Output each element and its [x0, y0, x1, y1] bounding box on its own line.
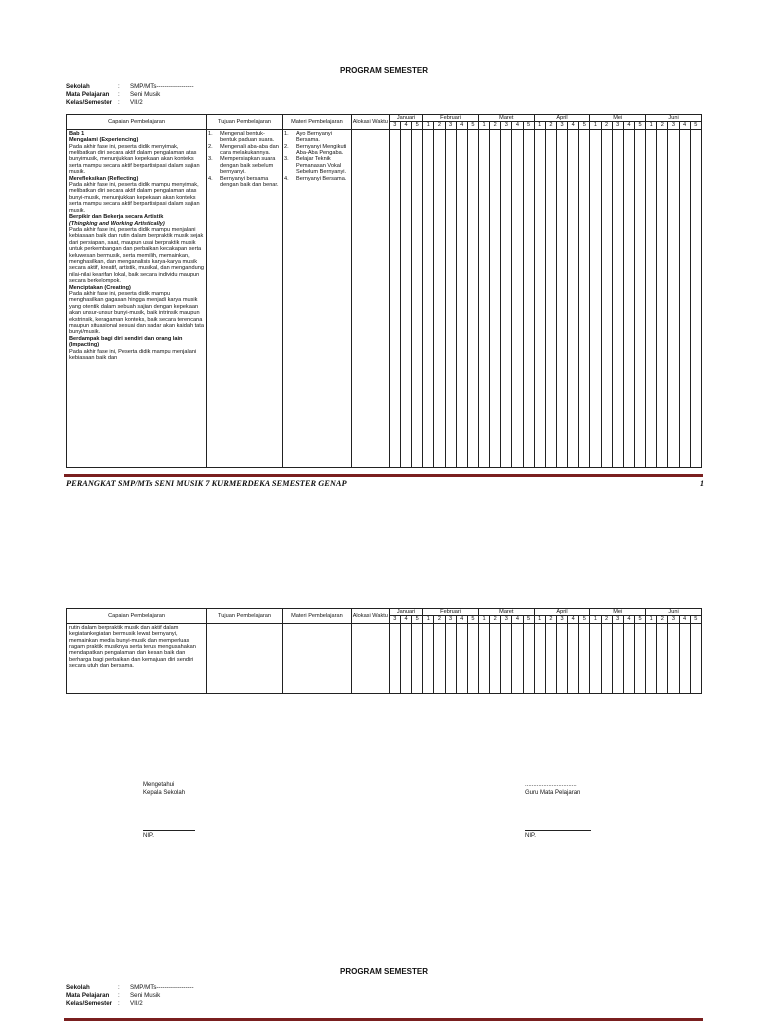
week-number: 1 [646, 616, 657, 623]
week-cell [412, 623, 423, 693]
info-value: VII/2 [130, 1000, 143, 1007]
week-number: 5 [690, 122, 701, 129]
capaian-cell [67, 623, 207, 693]
tujuan-item [207, 176, 280, 189]
week-cell [545, 623, 556, 693]
info-key: Sekolah [66, 984, 90, 991]
week-number: 5 [579, 616, 590, 623]
month-header: Mei [590, 609, 646, 616]
week-cell [400, 129, 411, 467]
week-number: 5 [579, 122, 590, 129]
week-cell [434, 623, 445, 693]
week-number: 3 [612, 616, 623, 623]
week-cell [690, 623, 701, 693]
week-cell [534, 623, 545, 693]
month-header: Januari [389, 609, 422, 616]
capaian-heading: Mengalami (Experiencing) [69, 137, 139, 144]
week-number: 2 [601, 616, 612, 623]
capaian-paragraph: Pada akhir fase ini, peserta didik mampu menghasilkan gagasan hingga menjadi karya musik yang otentik dalam sebuah sajian dengan kepekaan akan unsur-unsur bunyi-musik, baik intrinsik maupun ekstrinsik, keragaman konteks, baik secara terencana maupun situasional sesuai dan sadar akan kaidah tata bunyi/musik. [69, 290, 204, 336]
week-cell [467, 623, 478, 693]
week-number: 3 [389, 616, 400, 623]
alokasi-cell [351, 623, 389, 693]
week-cell [512, 623, 523, 693]
week-number: 2 [545, 122, 556, 129]
week-cell [601, 129, 612, 467]
week-cell [467, 129, 478, 467]
week-cell [445, 129, 456, 467]
week-cell [634, 623, 645, 693]
week-cell [545, 129, 556, 467]
month-header: Februari [423, 609, 479, 616]
list-text: Bernyanyi Mengikuti Aba-Aba Pengaba. [296, 143, 347, 157]
materi-cell [283, 623, 352, 693]
header-tujuan: Tujuan Pembelajaran [207, 115, 283, 130]
signature-line [143, 830, 195, 831]
materi-item [283, 176, 349, 182]
week-number: 5 [412, 616, 423, 623]
week-number: 2 [657, 122, 668, 129]
week-number: 1 [534, 122, 545, 129]
week-number: 4 [623, 616, 634, 623]
week-cell [423, 129, 434, 467]
capaian-heading: Berdampak bagi diri sendiri dan orang lain (Impacting) [69, 335, 183, 349]
week-cell [646, 129, 657, 467]
capaian-paragraph: Pada akhir fase ini, Peserta didik mampu menjalani kebiasaan baik dan [69, 348, 197, 362]
week-number: 5 [523, 122, 534, 129]
week-number: 3 [501, 616, 512, 623]
info-value: VII/2 [130, 99, 143, 106]
week-cell [400, 623, 411, 693]
week-number: 2 [490, 616, 501, 623]
capaian-heading: Menciptakan (Creating) [69, 284, 131, 291]
alokasi-cell [351, 129, 389, 467]
week-cell [556, 129, 567, 467]
list-text: Bernyanyi Bersama. [296, 175, 347, 182]
sig-role: Guru Mata Pelajaran [525, 789, 581, 796]
info-key: Mata Pelajaran [66, 992, 110, 999]
list-number: 3. [208, 156, 213, 163]
month-header: Juni [646, 115, 702, 122]
week-cell [623, 623, 634, 693]
week-number: 2 [434, 616, 445, 623]
week-cell [646, 623, 657, 693]
sig-label: Mengetahui [143, 782, 175, 788]
month-header: Maret [478, 609, 534, 616]
week-cell [612, 129, 623, 467]
week-number: 3 [445, 616, 456, 623]
week-cell [556, 623, 567, 693]
week-number: 3 [445, 122, 456, 129]
info-key: Kelas/Semester [66, 1000, 113, 1007]
week-cell [456, 129, 467, 467]
week-number: 1 [590, 122, 601, 129]
week-number: 3 [389, 122, 400, 129]
header-materi: Materi Pembelajaran [283, 609, 352, 624]
school-info: Sekolah : SMP/MTs------------------ Mata Pelajaran : Seni Musik Kelas/Semester : VII/2 [66, 984, 194, 1007]
week-number: 4 [400, 122, 411, 129]
header-capaian: Capaian Pembelajaran [67, 115, 207, 130]
week-number: 4 [679, 122, 690, 129]
tujuan-cell [207, 623, 283, 693]
week-cell [668, 129, 679, 467]
week-number: 1 [646, 122, 657, 129]
week-cell [668, 623, 679, 693]
week-cell [657, 623, 668, 693]
week-number: 1 [423, 122, 434, 129]
week-number: 4 [568, 616, 579, 623]
week-cell [590, 129, 601, 467]
tujuan-item [207, 131, 280, 144]
capaian-paragraph: Pada akhir fase ini, peserta didik mampu menyimak, melibatkan diri secara aktif dalam pengalaman atas bunyi-musik, menunjukkan kepekaan akan konteks serta mampu secara aktif berpartisipasi dalam sajian musik. [69, 182, 200, 214]
capaian-heading: (Thingking and Working Artistically) [69, 220, 165, 227]
footer-divider [64, 474, 703, 477]
week-number: 4 [679, 616, 690, 623]
week-cell [445, 623, 456, 693]
capaian-heading: Merefleksikan (Reflecting) [69, 175, 139, 182]
materi-item [283, 131, 349, 144]
week-cell [389, 129, 400, 467]
week-cell [389, 623, 400, 693]
week-cell [523, 623, 534, 693]
info-key: Kelas/Semester [66, 99, 113, 106]
week-number: 4 [512, 122, 523, 129]
month-header: Juni [646, 609, 702, 616]
page-title: PROGRAM SEMESTER [339, 967, 428, 976]
signature-line [525, 830, 591, 831]
week-number: 2 [434, 122, 445, 129]
sig-role: Kepala Sekolah [143, 789, 186, 796]
week-number: 2 [657, 616, 668, 623]
week-number: 2 [545, 616, 556, 623]
school-info: Sekolah : SMP/MTs------------------ Mata Pelajaran : Seni Musik Kelas/Semester : VII/2 [66, 83, 194, 106]
week-number: 4 [456, 122, 467, 129]
header-alokasi: Alokasi Waktu [351, 609, 389, 624]
week-cell [679, 129, 690, 467]
capaian-heading: Bab 1 [69, 130, 85, 137]
week-cell [579, 623, 590, 693]
capaian-continued-text: rutin dalam berpraktik musik dan aktif dalam kegiatankegiatan bermusik lewat bernyanyi, memainkan media bunyi-musik dan memperluas ragam praktik musiknya serta terus mengusahakan mendapatkan pengalaman dan kesan baik dan berharga bagi perbaikan dan kemajuan diri sendiri secara utuh dan bersama. [69, 624, 196, 670]
week-cell [601, 623, 612, 693]
week-cell [501, 623, 512, 693]
week-number: 5 [634, 616, 645, 623]
week-number: 3 [501, 122, 512, 129]
signature-principal [143, 782, 185, 797]
week-cell [612, 623, 623, 693]
footer-title: PERANGKAT SMP/MTs SENI MUSIK 7 KURMERDEKA SEMESTER GENAP [66, 479, 347, 488]
list-text: Mempersiapkan suara dengan baik sebelum bernyanyi. [220, 156, 276, 176]
week-cell [501, 129, 512, 467]
month-header: Februari [423, 115, 479, 122]
info-key: Sekolah [66, 83, 90, 90]
list-number: 2. [284, 143, 289, 150]
program-semester-table [66, 114, 702, 468]
week-cell [690, 129, 701, 467]
week-number: 5 [634, 122, 645, 129]
week-number: 5 [412, 122, 423, 129]
list-number: 4. [284, 175, 289, 182]
week-number: 1 [590, 616, 601, 623]
week-cell [412, 129, 423, 467]
week-cell [579, 129, 590, 467]
list-number: 2. [208, 143, 213, 150]
week-number: 5 [467, 122, 478, 129]
week-number: 4 [456, 616, 467, 623]
materi-cell [283, 129, 352, 467]
sig-name-placeholder: ............................... [525, 782, 577, 788]
week-number: 5 [523, 616, 534, 623]
week-number: 4 [512, 616, 523, 623]
week-cell [568, 129, 579, 467]
week-cell [490, 129, 501, 467]
week-cell [456, 623, 467, 693]
week-number: 4 [568, 122, 579, 129]
week-number: 4 [400, 616, 411, 623]
materi-item [283, 156, 349, 175]
month-header: April [534, 115, 590, 122]
capaian-cell [67, 129, 207, 467]
info-value: Seni Musik [130, 91, 161, 98]
week-number: 3 [556, 616, 567, 623]
week-cell [568, 623, 579, 693]
week-cell [590, 623, 601, 693]
week-number: 3 [668, 122, 679, 129]
month-header: Maret [478, 115, 534, 122]
capaian-paragraph: Pada akhir fase ini, peserta didik mampu menjalani kebiasaan baik dan rutin dalam berpraktik musik sejak dari persiapan, saat, maupun usai berpraktik musik untuk perkembangan dan perbaikan kecakapan serta keluwesan bermusik, serta memilih, memainkan, menghasilkan, dan menganalisis karya-karya musik secara aktif, kreatif, artistik, musikal, dan mengandung nilai-nilai kearifan lokal, baik secara individu maupun secara berkelompok. [69, 226, 204, 285]
week-cell [423, 623, 434, 693]
header-materi: Materi Pembelajaran [283, 115, 352, 130]
week-cell [657, 129, 668, 467]
week-cell [434, 129, 445, 467]
header-alokasi: Alokasi Waktu [351, 115, 389, 130]
month-header: April [534, 609, 590, 616]
week-number: 5 [467, 616, 478, 623]
info-key: Mata Pelajaran [66, 91, 110, 98]
program-semester-table-continued [66, 608, 702, 694]
week-cell [490, 623, 501, 693]
week-cell [478, 623, 489, 693]
week-cell [679, 623, 690, 693]
tujuan-cell [207, 129, 283, 467]
week-number: 5 [690, 616, 701, 623]
list-number: 4. [208, 175, 213, 182]
info-value: SMP/MTs------------------ [130, 984, 194, 991]
week-cell [523, 129, 534, 467]
info-value: Seni Musik [130, 992, 161, 999]
week-cell [623, 129, 634, 467]
week-number: 4 [623, 122, 634, 129]
nip-label: NIP. [525, 833, 536, 839]
week-cell [478, 129, 489, 467]
week-number: 1 [534, 616, 545, 623]
week-cell [512, 129, 523, 467]
signature-teacher [525, 782, 580, 797]
footer-page-number: 1 [699, 479, 704, 488]
page-title: PROGRAM SEMESTER [339, 66, 428, 75]
month-header: Mei [590, 115, 646, 122]
footer-divider [64, 1018, 703, 1021]
week-number: 1 [423, 616, 434, 623]
week-number: 3 [668, 616, 679, 623]
list-number: 1. [208, 130, 213, 137]
list-number: 1. [284, 130, 289, 137]
materi-item [283, 144, 349, 157]
week-cell [634, 129, 645, 467]
header-capaian: Capaian Pembelajaran [67, 609, 207, 624]
capaian-paragraph: Pada akhir fase ini, peserta didik menyimak, melibatkan diri secara aktif dalam pengalaman atas bunyimusik, menunjukkan kepekaan akan konteks serta mampu secara aktif berpartisipasi dalam sajian musik. [69, 143, 200, 176]
month-header: Januari [389, 115, 422, 122]
week-number: 3 [612, 122, 623, 129]
week-number: 2 [601, 122, 612, 129]
week-number: 1 [478, 122, 489, 129]
tujuan-item [207, 156, 280, 175]
week-number: 1 [478, 616, 489, 623]
tujuan-item [207, 144, 280, 157]
week-number: 2 [490, 122, 501, 129]
page-footer [66, 479, 704, 488]
header-tujuan: Tujuan Pembelajaran [207, 609, 283, 624]
list-text: Ayo Bernyanyi Bersama. [296, 130, 332, 144]
info-value: SMP/MTs------------------ [130, 83, 194, 90]
week-cell [534, 129, 545, 467]
list-text: Bernyanyi bersama dengan baik dan benar. [220, 175, 279, 189]
nip-label: NIP. [143, 833, 154, 839]
list-text: Mengenali aba-aba dan cara melakukannya. [220, 143, 279, 157]
week-number: 3 [556, 122, 567, 129]
capaian-heading: Berpikir dan Bekerja secara Artistik [69, 214, 164, 221]
list-text: Mengenal bentuk-bentuk paduan suara. [220, 130, 275, 144]
list-number: 3. [284, 156, 289, 163]
list-text: Belajar Teknik Pemanasan Vokal Sebelum Bernyanyi. [296, 156, 347, 176]
